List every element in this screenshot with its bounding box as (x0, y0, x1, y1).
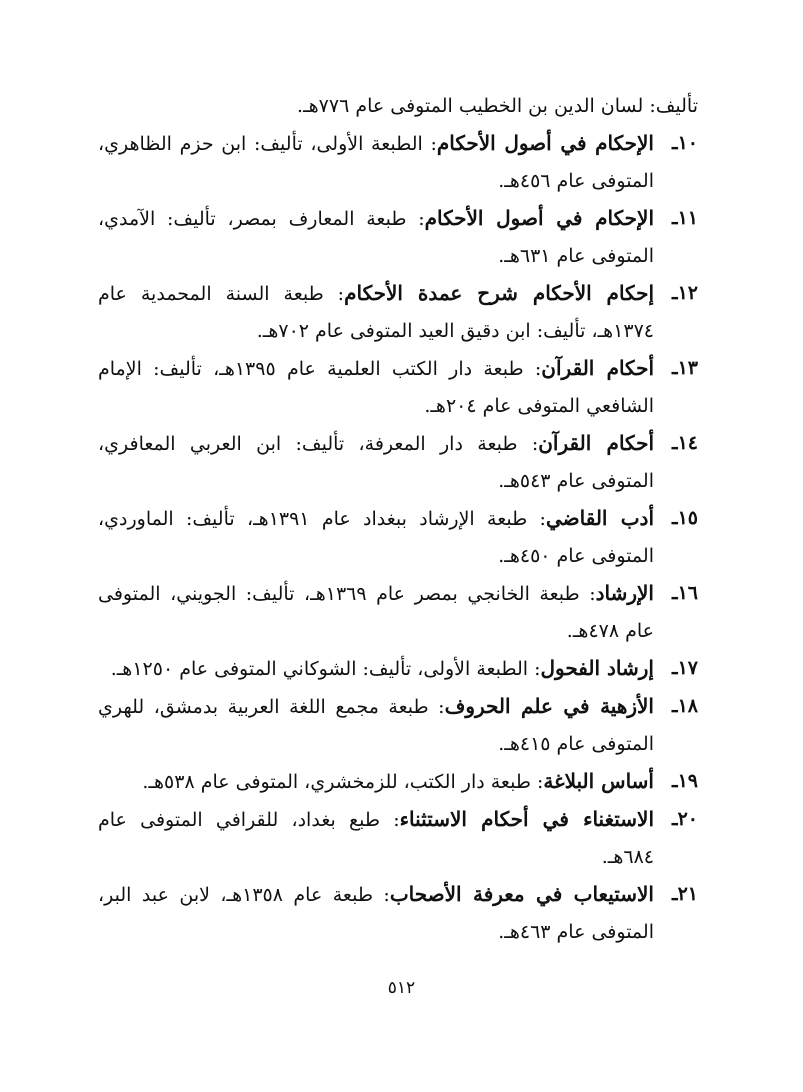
bibliography-entry (98, 125, 698, 200)
continuation-line: تأليف: لسان الدين بن الخطيب المتوفى عام ٧٧٦هـ. (297, 95, 698, 117)
bibliography-list (98, 88, 698, 951)
page-number: ٥١٢ (387, 978, 416, 998)
entry-title: الإحكام في أصول الأحكام (436, 131, 654, 155)
entry-title: أحكام القرآن (538, 431, 654, 455)
entry-number: ٢٠ـ (672, 808, 698, 830)
entry-number: ١٦ـ (672, 582, 698, 604)
bibliography-entry (98, 575, 698, 650)
bibliography-entry (98, 688, 698, 763)
entry-number: ١١ـ (672, 207, 698, 229)
entry-details: : طبع بغداد، للقرافي المتوفى عام ٦٨٤هـ. (98, 809, 654, 868)
entry-title: الاستيعاب في معرفة الأصحاب (389, 882, 654, 906)
entry-title: أدب القاضي (545, 506, 654, 530)
entry-title: الاستغناء في أحكام الاستثناء (399, 807, 654, 831)
entry-title: الإحكام في أصول الأحكام (424, 206, 654, 230)
bibliography-entry (98, 500, 698, 575)
bibliography-entry (98, 763, 698, 801)
entry-details: : الطبعة الأولى، تأليف: الشوكاني المتوفى عام ١٢٥٠هـ. (110, 658, 541, 680)
entry-number: ١٤ـ (672, 432, 698, 454)
bibliography-entry (98, 200, 698, 275)
bibliography-entry (98, 650, 698, 688)
entry-details: : طبعة الإرشاد ببغداد عام ١٣٩١هـ، تأليف: الماوردي، المتوفى عام ٤٥٠هـ. (98, 508, 654, 567)
entry-details: : طبعة عام ١٣٥٨هـ، لابن عبد البر، المتوفى عام ٤٦٣هـ. (98, 884, 654, 943)
entry-number: ١٥ـ (672, 507, 698, 529)
entry-details: : طبعة دار الكتب، للزمخشري، المتوفى عام ٥٣٨هـ. (142, 771, 544, 793)
entry-details: : طبعة الخانجي بمصر عام ١٣٦٩هـ، تأليف: الجويني، المتوفى عام ٤٧٨هـ. (98, 583, 654, 642)
entry-title: إرشاد الفحول (540, 656, 654, 680)
entry-details: : طبعة المعارف بمصر، تأليف: الآمدي، المتوفى عام ٦٣١هـ. (98, 208, 654, 267)
entry-number: ١٩ـ (672, 770, 698, 792)
entry-title: الأزهية في علم الحروف (444, 694, 654, 718)
entry-details: : طبعة مجمع اللغة العربية بدمشق، للهري المتوفى عام ٤١٥هـ. (98, 696, 654, 755)
entry-details: : طبعة دار المعرفة، تأليف: ابن العربي المعافري، المتوفى عام ٥٤٣هـ. (98, 433, 654, 492)
entry-number: ٢١ـ (672, 883, 698, 905)
entry-title: إحكام الأحكام شرح عمدة الأحكام (344, 281, 654, 305)
entry-details: : طبعة السنة المحمدية عام ١٣٧٤هـ، تأليف: ابن دقيق العيد المتوفى عام ٧٠٢هـ. (98, 283, 654, 342)
entry-details: : طبعة دار الكتب العلمية عام ١٣٩٥هـ، تأليف: الإمام الشافعي المتوفى عام ٢٠٤هـ. (98, 358, 654, 417)
bibliography-entry (98, 876, 698, 951)
entry-title: أساس البلاغة (543, 769, 654, 793)
entry-title: الإرشاد (595, 581, 654, 605)
entry-number: ١٨ـ (672, 695, 698, 717)
entry-title: أحكام القرآن (541, 356, 655, 380)
entry-number: ١٢ـ (672, 282, 698, 304)
entry-number: ١٣ـ (672, 357, 698, 379)
bibliography-entry (98, 801, 698, 876)
entry-number: ١٧ـ (672, 657, 698, 679)
bibliography-entry (98, 275, 698, 350)
entry-details: : الطبعة الأولى، تأليف: ابن حزم الظاهري، المتوفى عام ٤٥٦هـ. (98, 133, 654, 192)
bibliography-entry (98, 425, 698, 500)
entry-number: ١٠ـ (672, 132, 698, 154)
bibliography-entry (98, 350, 698, 425)
